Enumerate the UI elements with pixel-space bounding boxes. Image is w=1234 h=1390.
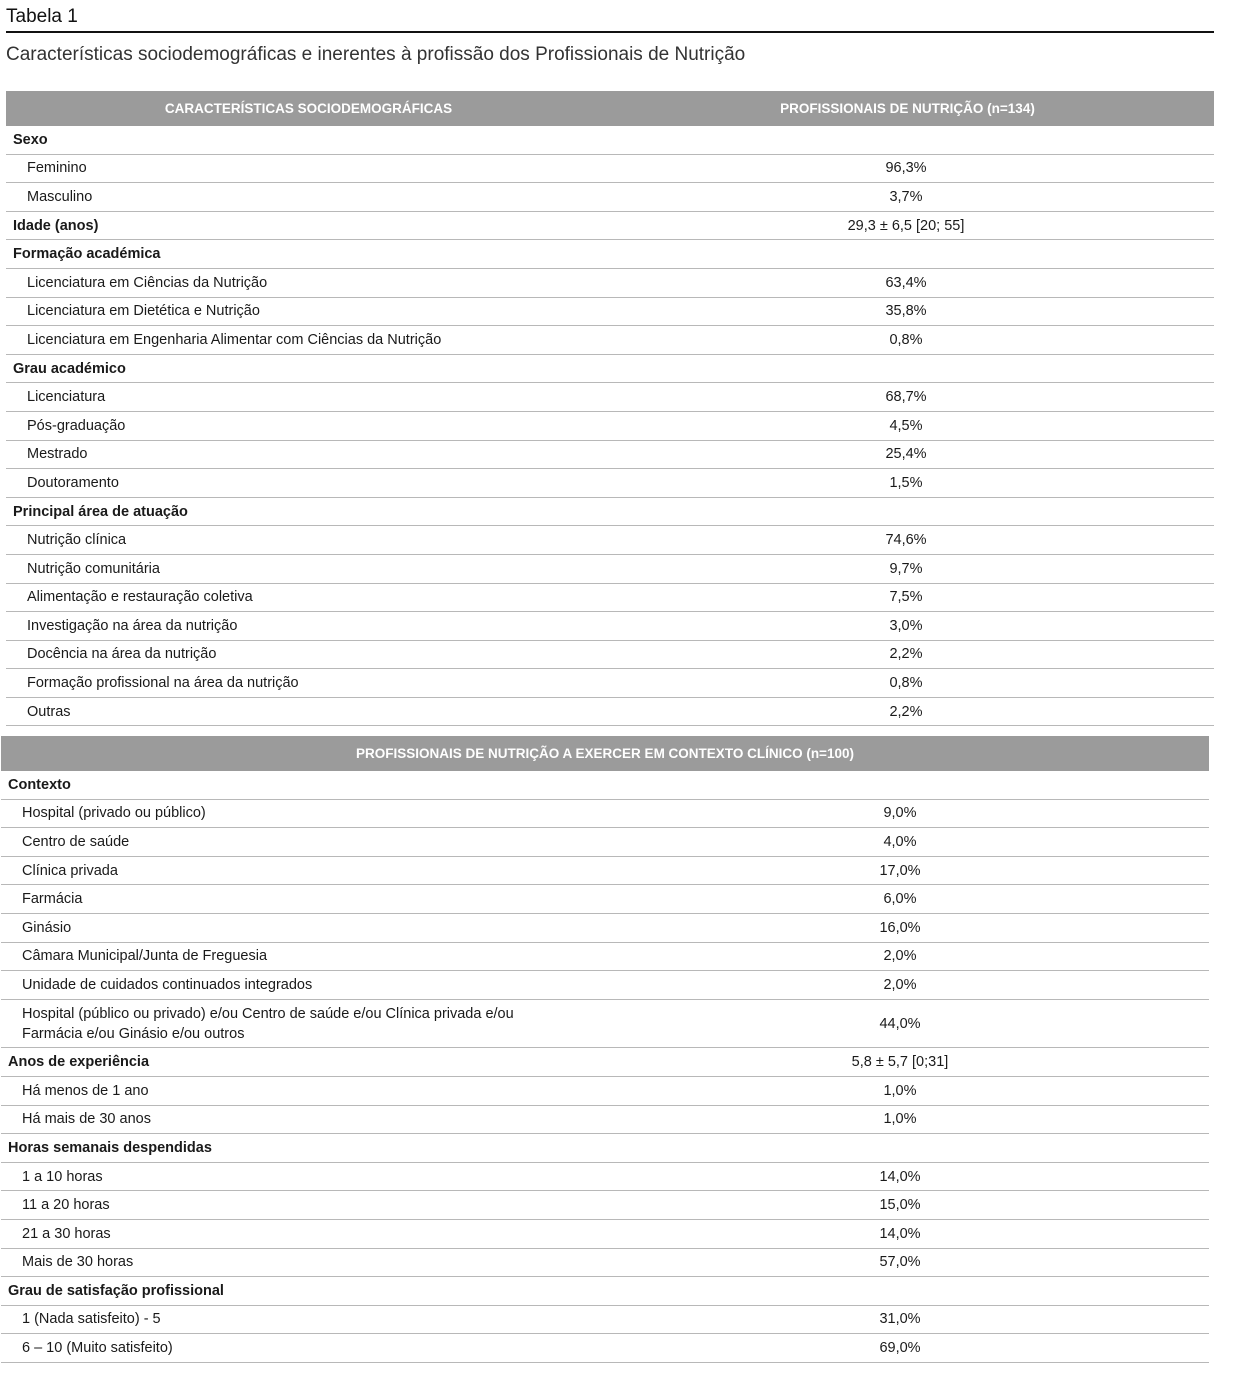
row-label: 1 (Nada satisfeito) - 5 xyxy=(22,1311,161,1328)
row-label: Farmácia xyxy=(22,891,83,908)
row-label: Nutrição comunitária xyxy=(27,560,160,577)
group-label: Contexto xyxy=(8,776,71,793)
table-row xyxy=(1,1249,1209,1278)
row-label: Mestrado xyxy=(27,446,88,463)
table-row xyxy=(6,269,1214,298)
row-value: 6,0% xyxy=(883,891,917,908)
row-value: 1,5% xyxy=(889,474,923,491)
table-row xyxy=(6,441,1214,470)
row-label: Hospital (público ou privado) e/ou Centro de saúde e/ou Clínica privada e/ou Farmácia e/ou Ginásio e/ou outros xyxy=(22,1005,514,1042)
row-label: Ginásio xyxy=(22,919,72,936)
row-label: Câmara Municipal/Junta de Freguesia xyxy=(22,948,268,965)
table-row xyxy=(1,1191,1209,1220)
row-value: 29,3 ± 6,5 [20; 55] xyxy=(847,217,965,234)
row-value: 35,8% xyxy=(885,303,927,320)
row-value: 31,0% xyxy=(879,1311,921,1328)
group-label: Grau académico xyxy=(13,360,126,377)
table-group-row xyxy=(1,1048,1209,1077)
group-label: Formação académica xyxy=(13,246,161,263)
group-label: Principal área de atuação xyxy=(13,503,188,520)
row-value: 69,0% xyxy=(879,1340,921,1357)
sociodemographic-rows xyxy=(6,126,1214,726)
table-row xyxy=(1,1163,1209,1192)
row-label: Clínica privada xyxy=(22,862,118,879)
table-group-row xyxy=(1,1277,1209,1306)
row-label: Alimentação e restauração coletiva xyxy=(27,589,253,606)
row-value: 96,3% xyxy=(885,160,927,177)
row-value: 15,0% xyxy=(879,1197,921,1214)
table-row xyxy=(6,183,1214,212)
table-group-row xyxy=(6,240,1214,269)
row-value: 14,0% xyxy=(879,1225,921,1242)
row-value: 57,0% xyxy=(879,1254,921,1271)
table-row xyxy=(6,383,1214,412)
professionals-column-header: PROFISSIONAIS DE NUTRIÇÃO (n=134) xyxy=(780,101,1035,116)
row-value: 16,0% xyxy=(879,919,921,936)
row-label: Licenciatura em Ciências da Nutrição xyxy=(27,274,268,291)
row-label: Licenciatura em Engenharia Alimentar com Ciências da Nutrição xyxy=(27,331,442,348)
table-row xyxy=(1,1334,1209,1363)
row-label: Docência na área da nutrição xyxy=(27,646,217,663)
table-row xyxy=(6,698,1214,727)
row-label: 11 a 20 horas xyxy=(22,1197,110,1214)
row-value: 44,0% xyxy=(879,1015,921,1032)
table-group-row xyxy=(1,1134,1209,1163)
table-row xyxy=(6,584,1214,613)
table-row xyxy=(1,800,1209,829)
row-label: Hospital (privado ou público) xyxy=(22,805,206,822)
row-value: 2,0% xyxy=(883,976,917,993)
table-row xyxy=(1,971,1209,1000)
table-row xyxy=(1,914,1209,943)
group-label: Grau de satisfação profissional xyxy=(8,1282,224,1299)
table-group-row xyxy=(6,126,1214,155)
row-value: 74,6% xyxy=(885,532,927,549)
row-label: Licenciatura em Dietética e Nutrição xyxy=(27,303,260,320)
table-row xyxy=(6,298,1214,327)
row-value: 7,5% xyxy=(889,589,923,606)
clinical-context-header: PROFISSIONAIS DE NUTRIÇÃO A EXERCER EM CONTEXTO CLÍNICO (n=100) xyxy=(1,736,1209,771)
group-label: Horas semanais despendidas xyxy=(8,1139,212,1156)
table-group-row xyxy=(6,355,1214,384)
row-value: 3,7% xyxy=(889,188,923,205)
row-value: 9,7% xyxy=(889,560,923,577)
table-row xyxy=(6,412,1214,441)
table-row xyxy=(6,641,1214,670)
table-row xyxy=(6,155,1214,184)
row-label: Doutoramento xyxy=(27,474,119,491)
row-value: 68,7% xyxy=(885,389,927,406)
group-label: Anos de experiência xyxy=(8,1054,150,1071)
row-label: Formação profissional na área da nutrição xyxy=(27,675,299,692)
table-row xyxy=(6,469,1214,498)
row-value: 1,0% xyxy=(883,1082,917,1099)
table-row xyxy=(1,885,1209,914)
row-value: 25,4% xyxy=(885,446,927,463)
table-row xyxy=(1,1077,1209,1106)
characteristics-column-header: CARACTERÍSTICAS SOCIODEMOGRÁFICAS xyxy=(164,101,453,116)
row-label: 21 a 30 horas xyxy=(22,1225,111,1242)
row-value: 2,0% xyxy=(883,948,917,965)
sociodemographic-header xyxy=(6,91,1214,126)
row-label: 1 a 10 horas xyxy=(22,1168,103,1185)
table-row xyxy=(1,1106,1209,1135)
row-label: Mais de 30 horas xyxy=(22,1254,134,1271)
row-label: Há menos de 1 ano xyxy=(22,1082,149,1099)
row-label: Pós-graduação xyxy=(27,417,126,434)
row-value: 17,0% xyxy=(879,862,921,879)
table-row xyxy=(6,612,1214,641)
row-label: Centro de saúde xyxy=(22,833,130,850)
table-row xyxy=(1,943,1209,972)
table-group-row xyxy=(1,771,1209,800)
row-value: 0,8% xyxy=(889,331,923,348)
table-row xyxy=(1,1306,1209,1335)
row-label: Masculino xyxy=(27,188,93,205)
row-label: Outras xyxy=(27,703,71,720)
table-row xyxy=(6,669,1214,698)
row-label: Feminino xyxy=(27,160,87,177)
row-label: Investigação na área da nutrição xyxy=(27,617,238,634)
table-row xyxy=(1,857,1209,886)
clinical-context-section xyxy=(1,736,1209,1363)
row-value: 5,8 ± 5,7 [0;31] xyxy=(851,1054,949,1071)
table-label: Tabela 1 xyxy=(6,6,78,27)
row-value: 63,4% xyxy=(885,274,927,291)
row-value: 3,0% xyxy=(889,617,923,634)
row-value: 9,0% xyxy=(883,805,917,822)
title-divider xyxy=(6,31,1214,33)
row-label: 6 – 10 (Muito satisfeito) xyxy=(22,1340,173,1357)
table-row xyxy=(1,1000,1209,1049)
table-row xyxy=(6,555,1214,584)
table-group-row xyxy=(6,498,1214,527)
table-row xyxy=(1,1220,1209,1249)
row-value: 2,2% xyxy=(889,703,923,720)
table-row xyxy=(6,326,1214,355)
group-label: Sexo xyxy=(13,131,48,148)
sociodemographic-section xyxy=(6,91,1214,726)
row-value: 2,2% xyxy=(889,646,923,663)
clinical-context-rows xyxy=(1,771,1209,1363)
table-row xyxy=(1,828,1209,857)
row-value: 0,8% xyxy=(889,675,923,692)
row-label: Há mais de 30 anos xyxy=(22,1111,151,1128)
row-label: Unidade de cuidados continuados integrados xyxy=(22,976,313,993)
group-label: Idade (anos) xyxy=(13,217,99,234)
row-value: 14,0% xyxy=(879,1168,921,1185)
table-group-row xyxy=(6,212,1214,241)
row-value: 1,0% xyxy=(883,1111,917,1128)
row-label: Licenciatura xyxy=(27,389,106,406)
row-value: 4,5% xyxy=(889,417,923,434)
table-caption: Características sociodemográficas e inerentes à profissão dos Profissionais de Nutrição xyxy=(6,44,746,65)
row-value: 4,0% xyxy=(883,833,917,850)
row-label: Nutrição clínica xyxy=(27,532,127,549)
table-row xyxy=(6,526,1214,555)
